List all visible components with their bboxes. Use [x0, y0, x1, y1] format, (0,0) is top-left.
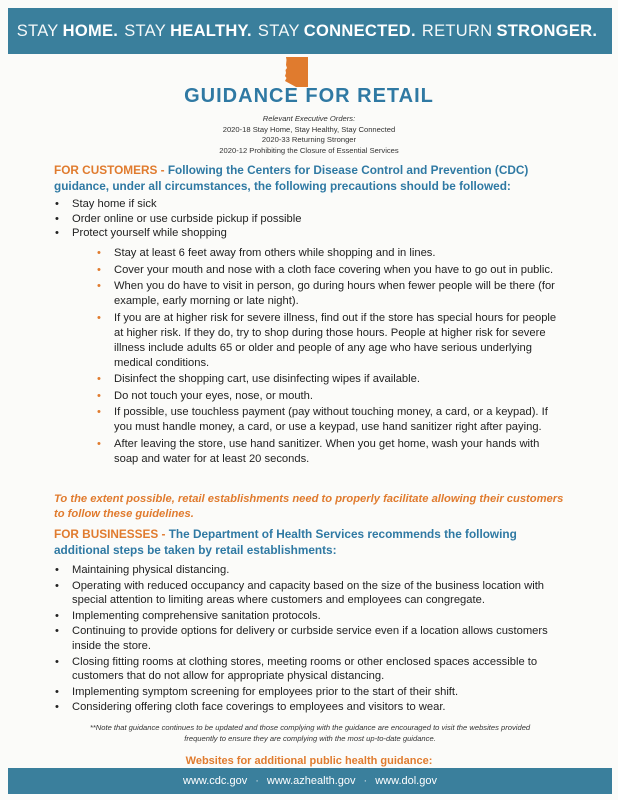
- customers-heading-text: Following the Centers for Disease Control and Prevention (CDC) guidance, under all circumstances, the following precautions should be followed:: [54, 163, 529, 193]
- list-item: • If you are at higher risk for severe illness, find out if the store has special hours for people at higher risk. If they do, try to shop during those hours. People at higher risk for severe illness include adults 65 or older and people of any age who have serious underlying medical conditions.: [97, 311, 557, 369]
- top-banner: [8, 8, 612, 54]
- customers-lead: FOR CUSTOMERS -: [54, 163, 165, 177]
- banner-word: STAY: [257, 21, 300, 40]
- banner-word: STAY: [124, 21, 167, 40]
- executive-orders: [0, 114, 618, 156]
- customers-heading: [54, 163, 574, 194]
- page-title: GUIDANCE FOR RETAIL: [184, 85, 434, 107]
- banner-word: HOME.: [62, 21, 119, 40]
- list-item: • Closing fitting rooms at clothing stores, meeting rooms or other enclosed spaces accessible to customers that do not allow for appropriate physical distancing.: [55, 655, 538, 683]
- retail-establishments-note: To the extent possible, retail establishments need to properly facilitate allowing their customers to follow these guidelines.: [54, 493, 564, 520]
- websites-bar: [8, 768, 612, 794]
- list-item: • After leaving the store, use hand sanitizer. When you get home, wash your hands with soap and water for at least 20 seconds.: [97, 437, 540, 465]
- businesses-lead: FOR BUSINESSES -: [54, 527, 166, 541]
- list-item: • Operating with reduced occupancy and capacity based on the size of the business location with special attention to limiting areas where customers and employees can congregate.: [55, 579, 545, 607]
- list-item: • Disinfect the shopping cart, use disinfecting wipes if available.: [97, 373, 420, 385]
- link-cdc[interactable]: www.cdc.gov: [183, 775, 248, 787]
- businesses-heading-text: The Department of Health Services recommends the following additional steps be taken by retail establishments:: [54, 527, 517, 557]
- list-item: • Stay home if sick: [55, 198, 157, 210]
- arizona-state-icon: [283, 56, 311, 88]
- list-item: • Maintaining physical distancing.: [55, 564, 230, 576]
- business-list: [54, 563, 574, 716]
- separator: ·: [255, 775, 259, 787]
- order-item: 2020-33 Returning Stronger: [261, 135, 357, 145]
- list-item: • Implementing symptom screening for employees prior to the start of their shift.: [55, 685, 459, 698]
- link-dol[interactable]: www.dol.gov: [375, 775, 437, 787]
- list-item: • Do not touch your eyes, nose, or mouth.: [97, 389, 313, 402]
- banner-word: STRONGER.: [496, 21, 598, 40]
- orders-heading: Relevant Executive Orders:: [262, 114, 356, 123]
- list-item: • Cover your mouth and nose with a cloth face covering when you have to go out in public.: [97, 263, 554, 276]
- list-item: • Protect yourself while shopping: [55, 227, 227, 240]
- list-item: • If possible, use touchless payment (pay without touching money, a card, or a keypad). If you must handle money, a card, or use a keypad, use hand sanitizer right after paying.: [97, 406, 548, 433]
- list-item: • Stay at least 6 feet away from others while shopping and in lines.: [97, 247, 436, 259]
- separator: ·: [363, 775, 368, 787]
- list-item: • Implementing comprehensive sanitation protocols.: [55, 609, 321, 622]
- banner-word: RETURN: [421, 21, 493, 40]
- websites-heading: Websites for additional public health guidance:: [185, 755, 433, 767]
- banner-word: CONNECTED.: [303, 21, 416, 40]
- list-item: • Order online or use curbside pickup if possible: [55, 212, 302, 225]
- list-item: • When you do have to visit in person, go during hours when fewer people will be there (for example, early morning or late night).: [97, 280, 555, 307]
- businesses-heading: [54, 527, 574, 558]
- shopping-precautions-list: [97, 246, 565, 468]
- guidance-footnote: **Note that guidance continues to be updated and those complying with the guidance are encouraged to visit the websites provided frequently to ensure they are complying with the most up-to-date guidance.: [89, 723, 531, 743]
- order-item: 2020-12 Prohibiting the Closure of Essential Services: [219, 145, 399, 155]
- link-azhealth[interactable]: www.azhealth.gov: [266, 775, 356, 787]
- banner-word: STAY: [16, 21, 59, 40]
- list-item: • Continuing to provide options for delivery or curbside service even if a location allows customers inside the store.: [55, 625, 548, 652]
- list-item: • Considering offering cloth face coverings to employees and visitors to wear.: [55, 701, 446, 714]
- customer-list: [54, 197, 301, 241]
- banner-word: HEALTHY.: [170, 21, 252, 40]
- order-item: 2020-18 Stay Home, Stay Healthy, Stay Connected: [222, 124, 396, 134]
